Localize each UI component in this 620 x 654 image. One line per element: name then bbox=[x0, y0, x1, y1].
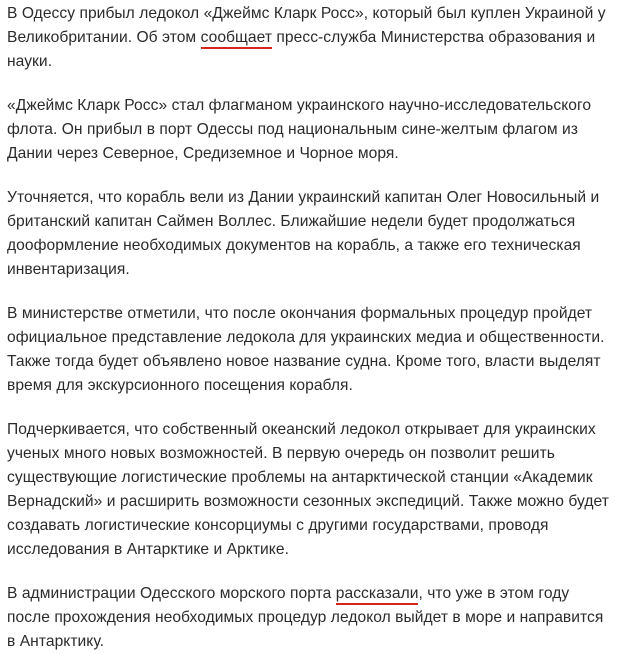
article-body bbox=[7, 2, 613, 654]
paragraph-1-text-start: В Одессу прибыл ледокол «Джеймс Кларк Росс», который был куплен Украиной у Великобритании. Об этом bbox=[7, 5, 606, 46]
source-link-port[interactable]: рассказали bbox=[336, 585, 419, 605]
paragraph-6 bbox=[7, 582, 613, 654]
paragraph-1 bbox=[7, 2, 613, 74]
paragraph-2: «Джеймс Кларк Росс» стал флагманом украинского научно-исследовательского флота. Он прибыл в порт Одессы под национальным сине-желтым флагом из Дании через Северное, Средиземное и Чорное моря. bbox=[7, 97, 592, 162]
paragraph-4: В министерстве отметили, что после окончания формальных процедур пройдет официальное представление ледокола для украинских медиа и общественности. Также тогда будет объявлено новое название судна. Кроме того, власти выделят время для экскурсионного посещения корабля. bbox=[7, 305, 605, 394]
paragraph-5: Подчеркивается, что собственный океанский ледокол открывает для украинских ученых много новых возможностей. В первую очередь он позволит решить существующие логистические проблемы на антарктической станции «Академик Вернадский» и расширить возможности сезонных экспедиций. Также можно будет создавать логистические консорциумы с другими государствами, проводя исследования в Антарктике и Арктике. bbox=[7, 421, 609, 558]
paragraph-6-text-start: В администрации Одесского морского порта bbox=[7, 585, 336, 602]
paragraph-1-text-end: пресс-служба Министерства образования и науки. bbox=[7, 29, 596, 70]
paragraph-3: Уточняется, что корабль вели из Дании украинский капитан Олег Новосильный и британский капитан Саймен Воллес. Ближайшие недели будет продолжаться дооформление необходимых документов на корабль, а также его техническая инвентаризация. bbox=[7, 189, 600, 278]
paragraph-6-text-end: , что уже в этом году после прохождения необходимых процедур ледокол выйдет в море и направится в Антарктику. bbox=[7, 585, 604, 650]
source-link-ministry[interactable]: сообщает bbox=[201, 29, 272, 49]
